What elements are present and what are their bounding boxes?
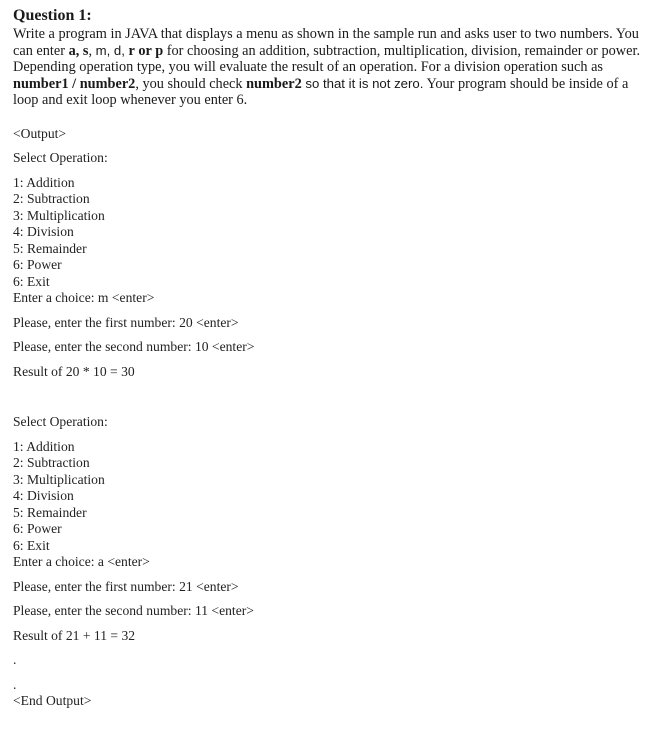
intro-text: , you should check	[135, 75, 247, 92]
select-operation-header: Select Operation:	[13, 150, 108, 166]
menu-item: 6: Exit	[13, 537, 50, 553]
option-or-p: or p	[138, 42, 164, 59]
first-number-prompt: Please, enter the first number: 20 <enter>	[13, 314, 239, 330]
question-description	[13, 26, 645, 109]
option-r: r	[128, 42, 135, 59]
document-page	[13, 7, 645, 710]
output-end-tag: <End Output>	[13, 693, 92, 709]
second-number-prompt: Please, enter the second number: 11 <enter>	[13, 603, 254, 619]
menu-item: 5: Remainder	[13, 240, 87, 256]
menu-item: 3: Multiplication	[13, 471, 105, 487]
menu-item: 3: Multiplication	[13, 207, 105, 223]
question-title: Question 1:	[13, 7, 92, 24]
option-d: d	[113, 42, 122, 58]
division-expression: number1 / number2	[13, 75, 136, 92]
ellipsis-dot: .	[13, 652, 17, 668]
option-a: a	[68, 42, 76, 59]
intro-text: so that it is not zero.	[301, 75, 424, 91]
intro-text: for choosing an addition, subtraction, multiplication, division, remainder or power. Depending operation type, you will evaluate the result of an operation. For a division operation such as	[13, 42, 641, 76]
second-number-prompt: Please, enter the second number: 10 <enter>	[13, 339, 255, 355]
menu-item: 1: Addition	[13, 174, 75, 190]
comma: ,	[75, 42, 80, 59]
result-line: Result of 21 + 11 = 32	[13, 627, 136, 643]
option-s: s	[82, 42, 89, 59]
menu-item: 4: Division	[13, 488, 74, 504]
menu-item: 6: Power	[13, 257, 62, 273]
menu-item: 5: Remainder	[13, 504, 87, 520]
comma: ,	[88, 42, 93, 59]
menu-item: 6: Power	[13, 521, 62, 537]
sample-output	[13, 109, 645, 710]
intro-text: Write a program in JAVA that displays a menu as shown in the sample run and asks user to two numbers. You can enter	[13, 26, 639, 59]
menu-item: 2: Subtraction	[13, 455, 90, 471]
option-m: m	[95, 42, 107, 58]
intro-text: Your program should be inside of a loop and exit loop whenever you enter 6.	[13, 75, 629, 109]
choice-prompt: Enter a choice: a <enter>	[13, 554, 150, 570]
menu-item: 6: Exit	[13, 273, 50, 289]
comma: ,	[121, 42, 125, 58]
comma: ,	[106, 42, 111, 58]
output-start-tag: <Output>	[13, 125, 67, 141]
select-operation-header: Select Operation:	[13, 414, 108, 430]
divisor-name: number2	[246, 75, 302, 92]
menu-item: 4: Division	[13, 224, 74, 240]
result-line: Result of 20 * 10 = 30	[13, 363, 135, 379]
menu-item: 2: Subtraction	[13, 191, 90, 207]
choice-prompt: Enter a choice: m <enter>	[13, 290, 155, 306]
menu-item: 1: Addition	[13, 438, 75, 454]
first-number-prompt: Please, enter the first number: 21 <enter>	[13, 578, 239, 594]
ellipsis-dot: .	[13, 676, 17, 692]
